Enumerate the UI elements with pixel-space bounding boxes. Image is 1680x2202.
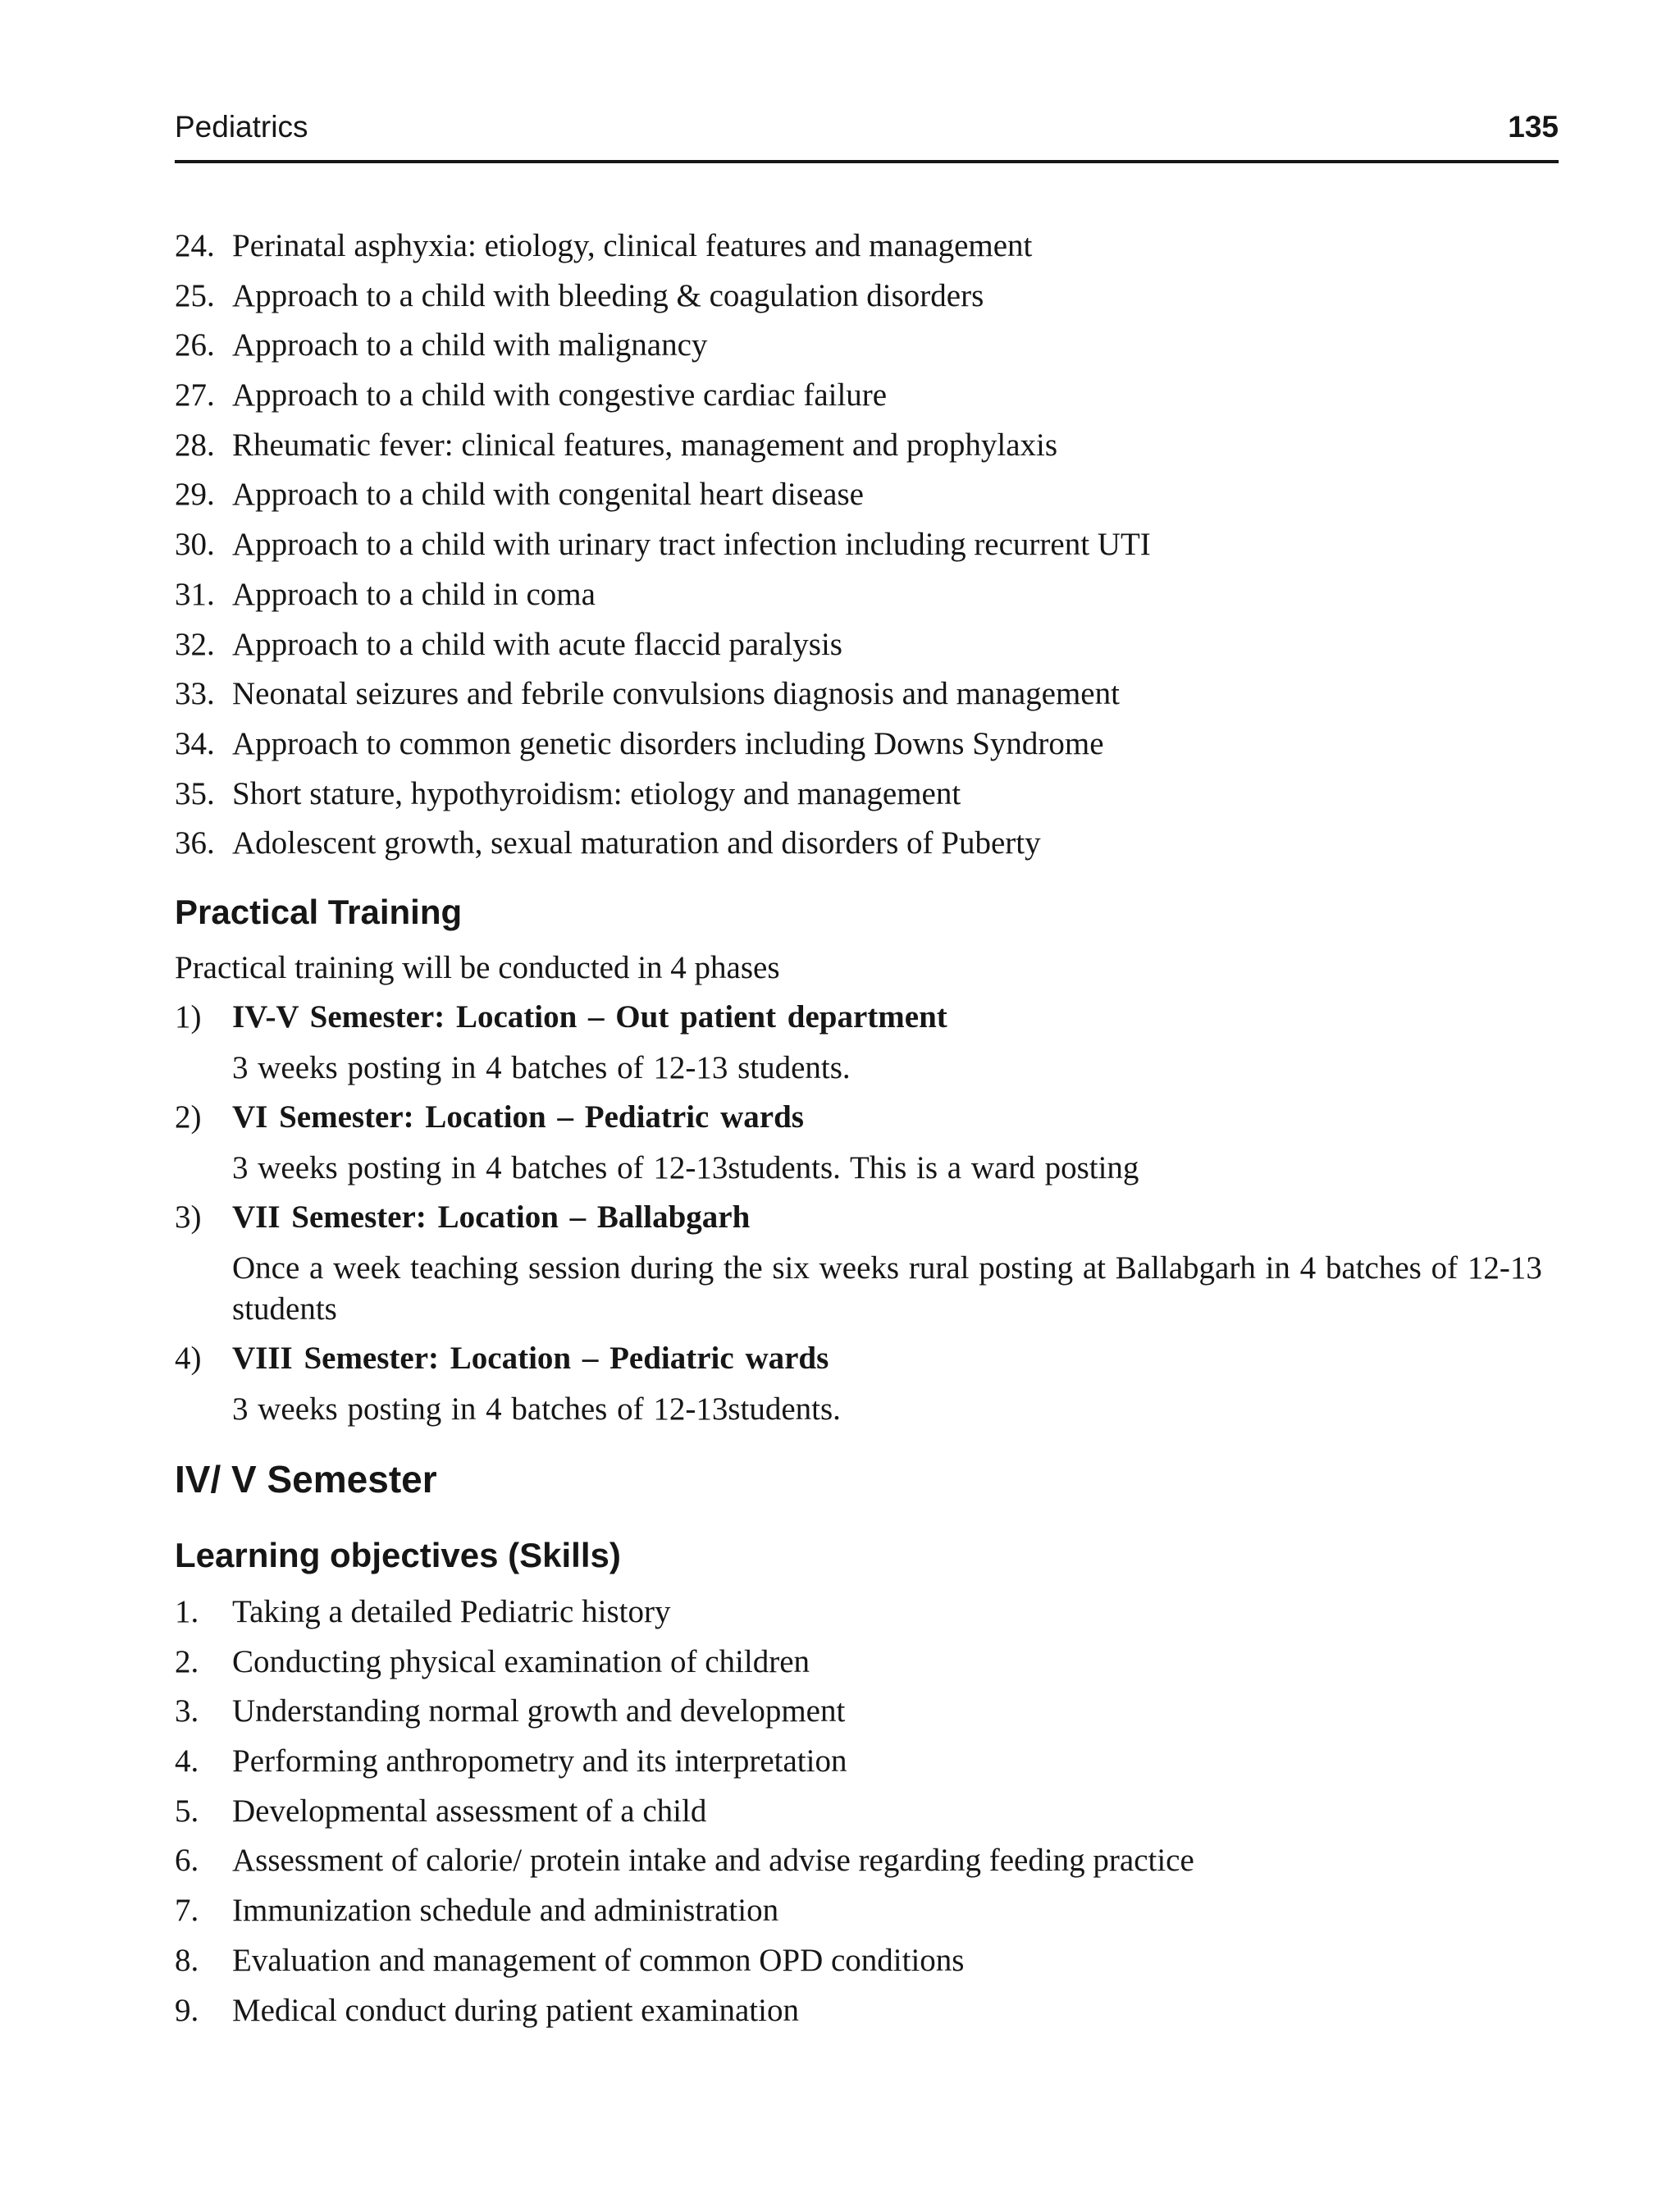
item-number: 3. xyxy=(175,1693,199,1729)
phase-number: 4) xyxy=(175,1341,202,1376)
practical-intro: Practical training will be conducted in 4 phases xyxy=(175,950,780,985)
phase-body: 3 weeks posting in 4 batches of 12-13 students. xyxy=(232,1050,851,1085)
page-number: 135 xyxy=(1508,110,1559,144)
item-number: 7. xyxy=(175,1893,199,1929)
list-item xyxy=(175,1642,1194,1693)
item-text: Neonatal seizures and febrile convulsions diagnosis and management xyxy=(232,676,1120,712)
item-number: 9. xyxy=(175,1992,199,2028)
list-item xyxy=(175,326,1151,376)
phase-title: VI Semester: Location – Pediatric wards xyxy=(232,1099,804,1135)
item-text: Short stature, hypothyroidism: etiology and management xyxy=(232,775,961,811)
phase-body: 3 weeks posting in 4 batches of 12-13students. xyxy=(232,1391,841,1427)
list-item xyxy=(175,226,1151,276)
item-number: 30. xyxy=(175,527,215,563)
item-number: 24. xyxy=(175,228,215,263)
item-number: 26. xyxy=(175,327,215,363)
item-text: Immunization schedule and administration xyxy=(232,1893,779,1929)
list-item xyxy=(175,1592,1194,1642)
objectives-list xyxy=(175,1592,1194,2040)
item-text: Approach to a child with acute flaccid paralysis xyxy=(232,626,842,662)
phase-number: 1) xyxy=(175,999,202,1035)
list-item xyxy=(175,1841,1194,1891)
list-item xyxy=(175,1991,1194,2041)
item-text: Adolescent growth, sexual maturation and disorders of Puberty xyxy=(232,825,1041,861)
item-text: Medical conduct during patient examination xyxy=(232,1992,799,2028)
list-item xyxy=(175,376,1151,426)
list-item xyxy=(175,724,1151,774)
list-item xyxy=(175,426,1151,476)
item-number: 29. xyxy=(175,477,215,513)
item-text: Perinatal asphyxia: etiology, clinical features and management xyxy=(232,228,1033,263)
list-item xyxy=(175,1941,1194,1991)
phase-number: 3) xyxy=(175,1199,202,1235)
item-text: Taking a detailed Pediatric history xyxy=(232,1594,671,1629)
item-text: Understanding normal growth and development xyxy=(232,1693,846,1729)
topic-list xyxy=(175,226,1151,874)
phase-body: 3 weeks posting in 4 batches of 12-13students. This is a ward posting xyxy=(232,1150,1139,1186)
phase-number: 2) xyxy=(175,1099,202,1135)
item-number: 4. xyxy=(175,1743,199,1779)
item-number: 6. xyxy=(175,1843,199,1879)
item-number: 2. xyxy=(175,1643,199,1679)
semester-heading: IV/ V Semester xyxy=(175,1458,437,1501)
item-number: 32. xyxy=(175,626,215,662)
item-text: Approach to a child with malignancy xyxy=(232,327,708,363)
list-item xyxy=(175,625,1151,675)
item-text: Approach to a child with congenital heart disease xyxy=(232,477,864,513)
item-text: Conducting physical examination of children xyxy=(232,1643,810,1679)
list-item xyxy=(175,1891,1194,1941)
running-header xyxy=(175,110,1559,151)
practical-training-heading: Practical Training xyxy=(175,893,463,931)
item-number: 35. xyxy=(175,775,215,811)
item-number: 33. xyxy=(175,676,215,712)
item-number: 25. xyxy=(175,277,215,313)
item-number: 34. xyxy=(175,725,215,761)
list-item xyxy=(175,525,1151,575)
running-header-section: Pediatrics xyxy=(175,110,308,144)
item-text: Approach to a child with congestive cardiac failure xyxy=(232,377,888,413)
item-number: 31. xyxy=(175,576,215,612)
list-item xyxy=(175,475,1151,525)
item-number: 8. xyxy=(175,1942,199,1978)
item-text: Rheumatic fever: clinical features, management and prophylaxis xyxy=(232,427,1058,463)
item-text: Assessment of calorie/ protein intake and advise regarding feeding practice xyxy=(232,1843,1194,1879)
item-text: Approach to common genetic disorders including Downs Syndrome xyxy=(232,725,1104,761)
list-item xyxy=(175,1792,1194,1842)
item-number: 27. xyxy=(175,377,215,413)
item-number: 5. xyxy=(175,1793,199,1829)
list-item xyxy=(175,575,1151,625)
item-text: Approach to a child with urinary tract infection including recurrent UTI xyxy=(232,527,1151,563)
phase-body: Once a week teaching session during the six weeks rural posting at Ballabgarh in 4 batches of 12-13 students xyxy=(232,1250,1542,1327)
list-item xyxy=(175,1692,1194,1742)
header-rule xyxy=(175,160,1559,163)
item-number: 1. xyxy=(175,1594,199,1629)
item-text: Approach to a child with bleeding & coagulation disorders xyxy=(232,277,984,313)
item-number: 28. xyxy=(175,427,215,463)
list-item xyxy=(175,276,1151,327)
list-item xyxy=(175,774,1151,825)
list-item xyxy=(175,674,1151,724)
item-text: Performing anthropometry and its interpretation xyxy=(232,1743,847,1779)
item-text: Evaluation and management of common OPD conditions xyxy=(232,1942,965,1978)
list-item xyxy=(175,1742,1194,1792)
phase-title: VIII Semester: Location – Pediatric wards xyxy=(232,1341,829,1376)
item-text: Developmental assessment of a child xyxy=(232,1793,707,1829)
phase-title: VII Semester: Location – Ballabgarh xyxy=(232,1199,751,1235)
phase-title: IV-V Semester: Location – Out patient department xyxy=(232,999,947,1035)
item-number: 36. xyxy=(175,825,215,861)
item-text: Approach to a child in coma xyxy=(232,576,596,612)
list-item xyxy=(175,824,1151,874)
learning-objectives-heading: Learning objectives (Skills) xyxy=(175,1536,621,1574)
